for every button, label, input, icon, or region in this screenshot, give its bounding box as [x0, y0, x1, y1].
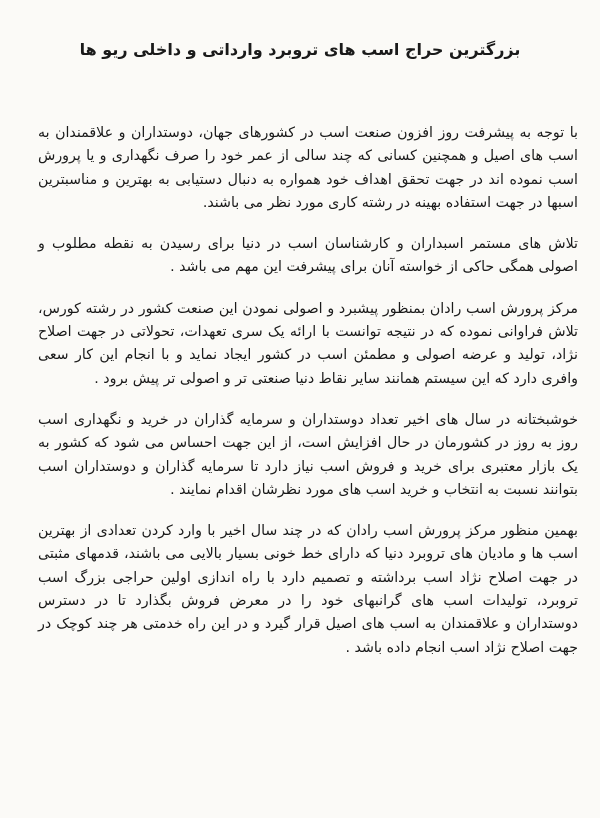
document-title: بزرگترین حراج اسب های تروبرد وارداتی و داخلی ریو ها	[79, 40, 521, 59]
paragraph-3: مرکز پرورش اسب رادان بمنظور پیشبرد و اصولی نمودن این صنعت کشور در رشته کورس، تلاش فراوانی نموده که در نتیجه توانست با ارائه یک سری تعهدات، تحولاتی در جهت اصلاح نژاد، تولید و عرضه اصولی و مطمئن اسب در کشور ایجاد نماید و با انجام این کار سعی وافری دارد که این سیستم همانند سایر نقاط دنیا صنعتی تر و اصولی تر پیش برود .	[38, 300, 578, 387]
paragraph-5: بهمین منظور مرکز پرورش اسب رادان که در چند سال اخیر با وارد کردن تعدادی از بهترین اسب ها و مادیان های تروبرد دنیا که دارای خط خونی بسیار بالایی می باشند، قدمهای مثبتی در جهت اصلاح نژاد اسب برداشته و تصمیم دارد با راه اندازی اولین حراجی بزرگ اسب تروبرد، تولیدات اسب های گرانبهای خود را در معرض فروش بگذارد تا در دسترس دوستداران و علاقمندان به اسب های اصیل قرار گیرد و در این راه خدمتی هر چند کوچک در جهت اصلاح نژاد اسب انجام داده باشد .	[38, 523, 578, 656]
paragraph-1: با توجه به پیشرفت روز افزون صنعت اسب در کشورهای جهان، دوستداران و علاقمندان به اسب های اصیل و همچنین کسانی که چند سالی از عمر خود را صرف نگهداری و یا پرورش اسب نموده اند در جهت تحقق اهداف خود همواره به دنبال دستیابی به بهترین و مناسبترین اسبها در جهت استفاده بهینه در رشته کاری مورد نظر می باشند.	[38, 125, 578, 211]
document-body	[38, 122, 578, 660]
paragraph-2: تلاش های مستمر اسبداران و کارشناسان اسب در دنیا برای رسیدن به نقطه مطلوب و اصولی همگی حاکی از خواسته آنان برای پیشرفت این مهم می باشد .	[38, 236, 578, 276]
paragraph-4: خوشبختانه در سال های اخیر تعداد دوستداران و سرمایه گذاران در خرید و نگهداری اسب روز به روز در کشورمان در حال افزایش است، از این جهت احساس می شود که کشور به یک بازار معتبری برای خرید و فروش اسب نیاز دارد تا سرمایه گذاران و دوستداران اسب بتوانند نسبت به انتخاب و خرید اسب های مورد نظرشان اقدام نمایند .	[38, 411, 578, 498]
